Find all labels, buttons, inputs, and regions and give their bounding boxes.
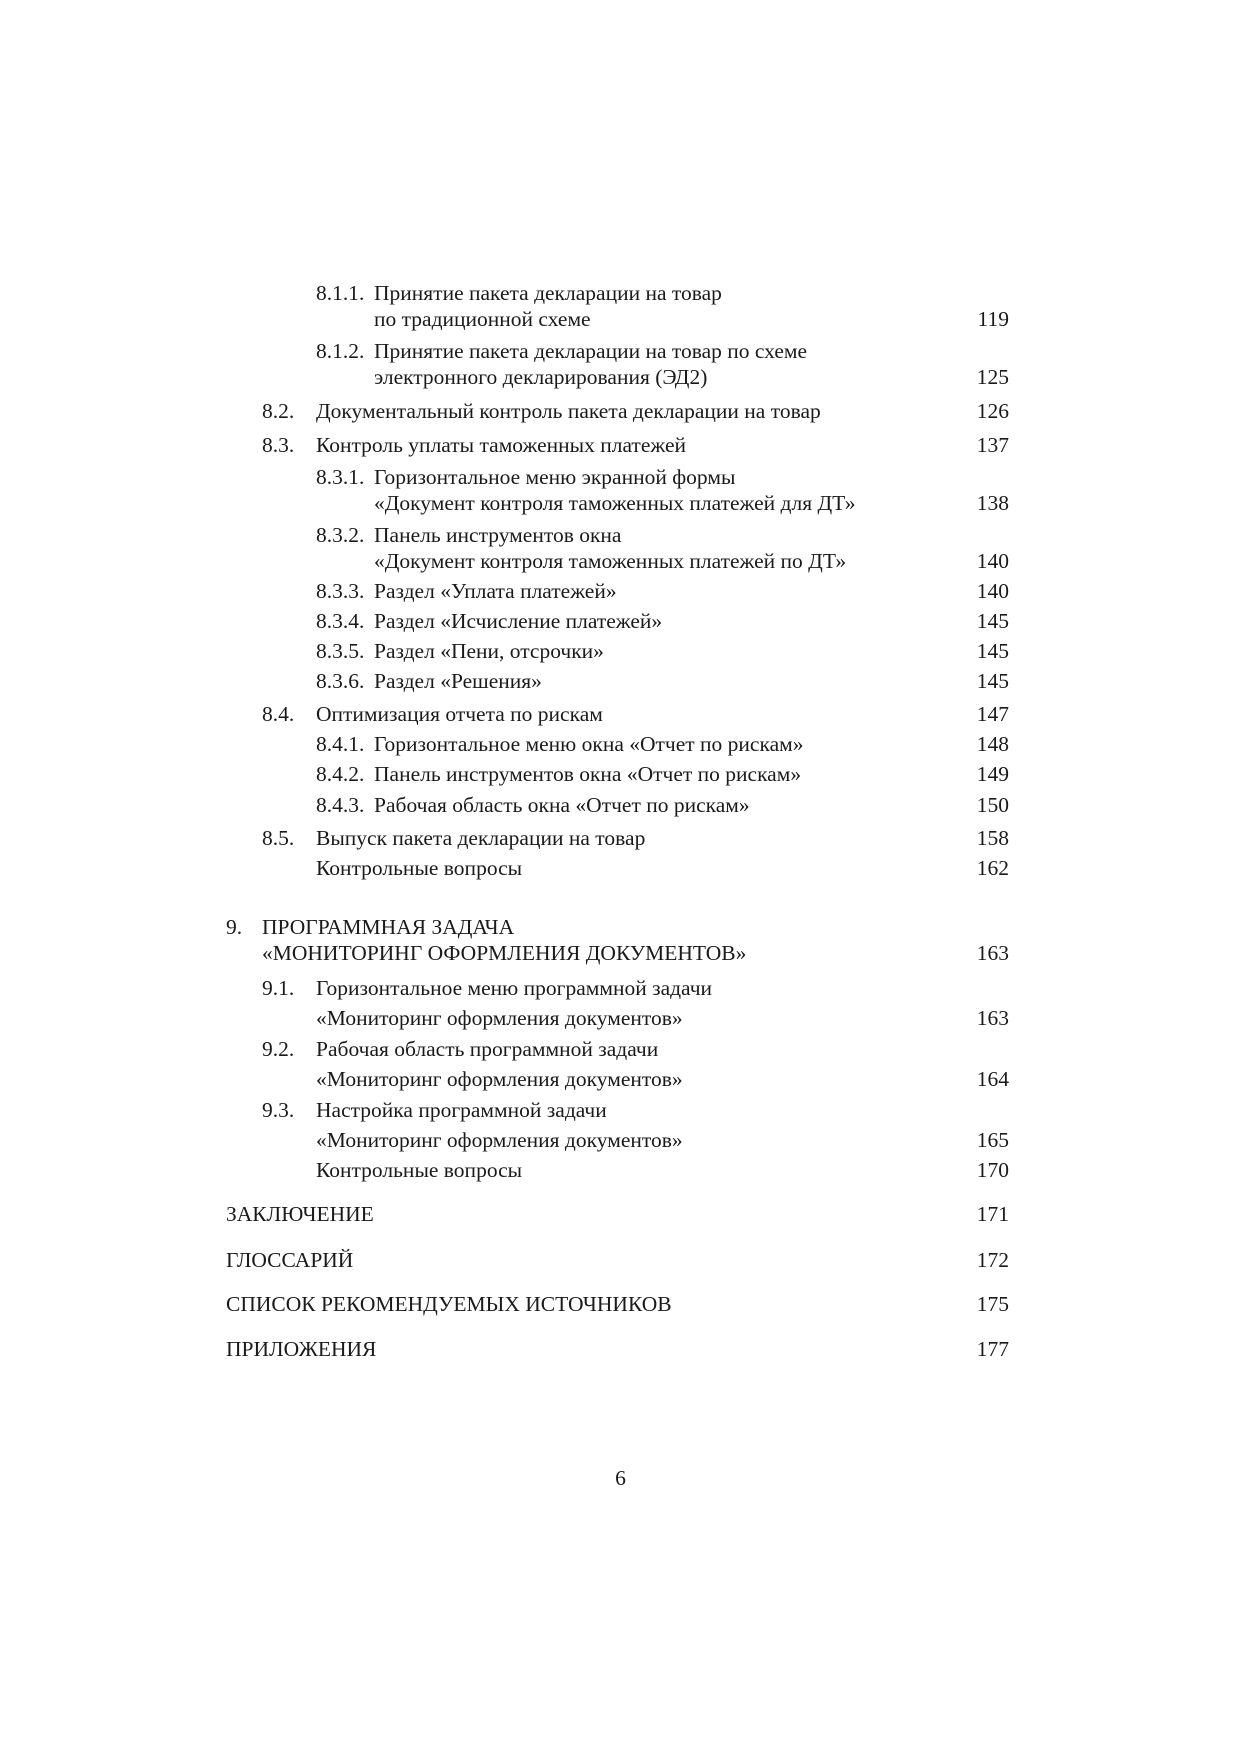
toc-entry-page: 119 <box>977 307 1009 331</box>
toc-entry-page: 165 <box>976 1128 1009 1152</box>
toc-entry-title-cont: по традиционной схеме <box>374 307 591 331</box>
toc-entry-page: 175 <box>976 1292 1009 1316</box>
toc-entry-page: 177 <box>976 1337 1009 1361</box>
toc-entry-number: 8.3.1. <box>316 465 365 489</box>
toc-entry-page: 162 <box>976 856 1009 880</box>
toc-entry[interactable] <box>0 464 1241 524</box>
toc-entry-page: 126 <box>976 399 1009 423</box>
toc-entry-page: 140 <box>976 579 1009 603</box>
toc-entry-title: Раздел «Уплата платежей» <box>374 579 617 603</box>
toc-entry-title: Панель инструментов окна <box>374 523 622 547</box>
toc-entry-number: 8.3.5. <box>316 639 365 663</box>
toc-entry-number: 8.3.2. <box>316 523 365 547</box>
toc-entry-page: 140 <box>976 549 1009 573</box>
toc-entry-title: Рабочая область программной задачи <box>316 1037 659 1061</box>
toc-entry-title: Принятие пакета декларации на товар <box>374 281 722 305</box>
page-number: 6 <box>615 1466 626 1490</box>
toc-entry-title-cont: «МОНИТОРИНГ ОФОРМЛЕНИЯ ДОКУМЕНТОВ» <box>262 941 747 965</box>
toc-entry-page: 158 <box>976 826 1009 850</box>
toc-entry-page: 145 <box>976 609 1009 633</box>
toc-entry-number: 8.4. <box>262 702 295 726</box>
toc-entry[interactable] <box>0 280 1241 340</box>
toc-entry-page: 145 <box>976 639 1009 663</box>
toc-entry-title: ПРОГРАММНАЯ ЗАДАЧА <box>262 915 515 939</box>
toc-entry[interactable] <box>0 914 1241 974</box>
toc-entry[interactable] <box>0 338 1241 398</box>
toc-entry-page: 149 <box>976 762 1009 786</box>
toc-entry-number: 8.3.4. <box>316 609 365 633</box>
toc-entry-page: 164 <box>976 1067 1009 1091</box>
toc-entry-page: 145 <box>976 669 1009 693</box>
toc-entry[interactable] <box>0 855 1241 915</box>
toc-entry-title: ПРИЛОЖЕНИЯ <box>226 1337 377 1361</box>
toc-entry-title: Контроль уплаты таможенных платежей <box>316 433 686 457</box>
toc-entry-title-cont: «Документ контроля таможенных платежей по ДТ» <box>374 549 847 573</box>
toc-entry-title: Раздел «Пени, отсрочки» <box>374 639 604 663</box>
toc-entry-title: Раздел «Решения» <box>374 669 542 693</box>
toc-entry[interactable] <box>0 522 1241 582</box>
toc-entry-title: Контрольные вопросы <box>316 1158 523 1182</box>
toc-entry-title-cont: «Мониторинг оформления документов» <box>316 1067 683 1091</box>
toc-entry-number: 8.4.3. <box>316 793 365 817</box>
toc-entry-number: 8.1.1. <box>316 281 365 305</box>
toc-entry-number: 9.3. <box>262 1098 295 1122</box>
toc-entry-number: 8.3.3. <box>316 579 365 603</box>
toc-entry-number: 8.1.2. <box>316 339 365 363</box>
toc-entry-number: 8.2. <box>262 399 295 423</box>
toc-entry-title: Горизонтальное меню окна «Отчет по рискам» <box>374 732 804 756</box>
toc-entry-title-cont: «Документ контроля таможенных платежей для ДТ» <box>374 491 856 515</box>
toc-entry-page: 148 <box>976 732 1009 756</box>
toc-entry[interactable] <box>0 1097 1241 1157</box>
toc-entry-page: 163 <box>976 1006 1009 1030</box>
toc-entry-title: Принятие пакета декларации на товар по схеме <box>374 339 808 363</box>
toc-entry[interactable] <box>0 975 1241 1035</box>
toc-entry-title: Горизонтальное меню экранной формы <box>374 465 736 489</box>
toc-entry-title: Горизонтальное меню программной задачи <box>316 976 713 1000</box>
toc-entry-number: 9.1. <box>262 976 295 1000</box>
toc-entry-page: 137 <box>976 433 1009 457</box>
toc-entry-title: Документальный контроль пакета декларации на товар <box>316 399 821 423</box>
toc-entry-page: 171 <box>976 1202 1009 1226</box>
toc-entry-page: 172 <box>976 1248 1009 1272</box>
toc-entry-title: Панель инструментов окна «Отчет по рискам» <box>374 762 802 786</box>
toc-entry-title: ЗАКЛЮЧЕНИЕ <box>226 1202 374 1226</box>
toc-entry-title: Контрольные вопросы <box>316 856 523 880</box>
toc-entry-title: Рабочая область окна «Отчет по рискам» <box>374 793 750 817</box>
toc-entry-number: 8.4.1. <box>316 732 365 756</box>
toc-entry-title: ГЛОССАРИЙ <box>226 1248 354 1272</box>
toc-entry-title-cont: «Мониторинг оформления документов» <box>316 1006 683 1030</box>
toc-entry-title: Выпуск пакета декларации на товар <box>316 826 646 850</box>
toc-entry-page: 170 <box>976 1158 1009 1182</box>
toc-entry-title: Оптимизация отчета по рискам <box>316 702 603 726</box>
toc-entry-page: 138 <box>976 491 1009 515</box>
toc-entry-page: 163 <box>976 941 1009 965</box>
toc-entry-title: СПИСОК РЕКОМЕНДУЕМЫХ ИСТОЧНИКОВ <box>226 1292 672 1316</box>
toc-entry-number: 8.3.6. <box>316 669 365 693</box>
toc-entry[interactable] <box>0 1036 1241 1096</box>
toc-entry-number: 8.5. <box>262 826 295 850</box>
toc-entry[interactable] <box>0 1336 1241 1396</box>
toc-entry-number: 8.4.2. <box>316 762 365 786</box>
toc-entry-page: 125 <box>976 365 1009 389</box>
toc-entry-title: Раздел «Исчисление платежей» <box>374 609 663 633</box>
toc-entry-title-cont: электронного декларирования (ЭД2) <box>374 365 708 389</box>
toc-entry-number: 9. <box>226 915 243 939</box>
toc-entry-title-cont: «Мониторинг оформления документов» <box>316 1128 683 1152</box>
toc-entry-number: 9.2. <box>262 1037 295 1061</box>
toc-entry-page: 147 <box>976 702 1009 726</box>
toc-entry-title: Настройка программной задачи <box>316 1098 607 1122</box>
toc-entry-page: 150 <box>976 793 1009 817</box>
toc-entry-number: 8.3. <box>262 433 295 457</box>
